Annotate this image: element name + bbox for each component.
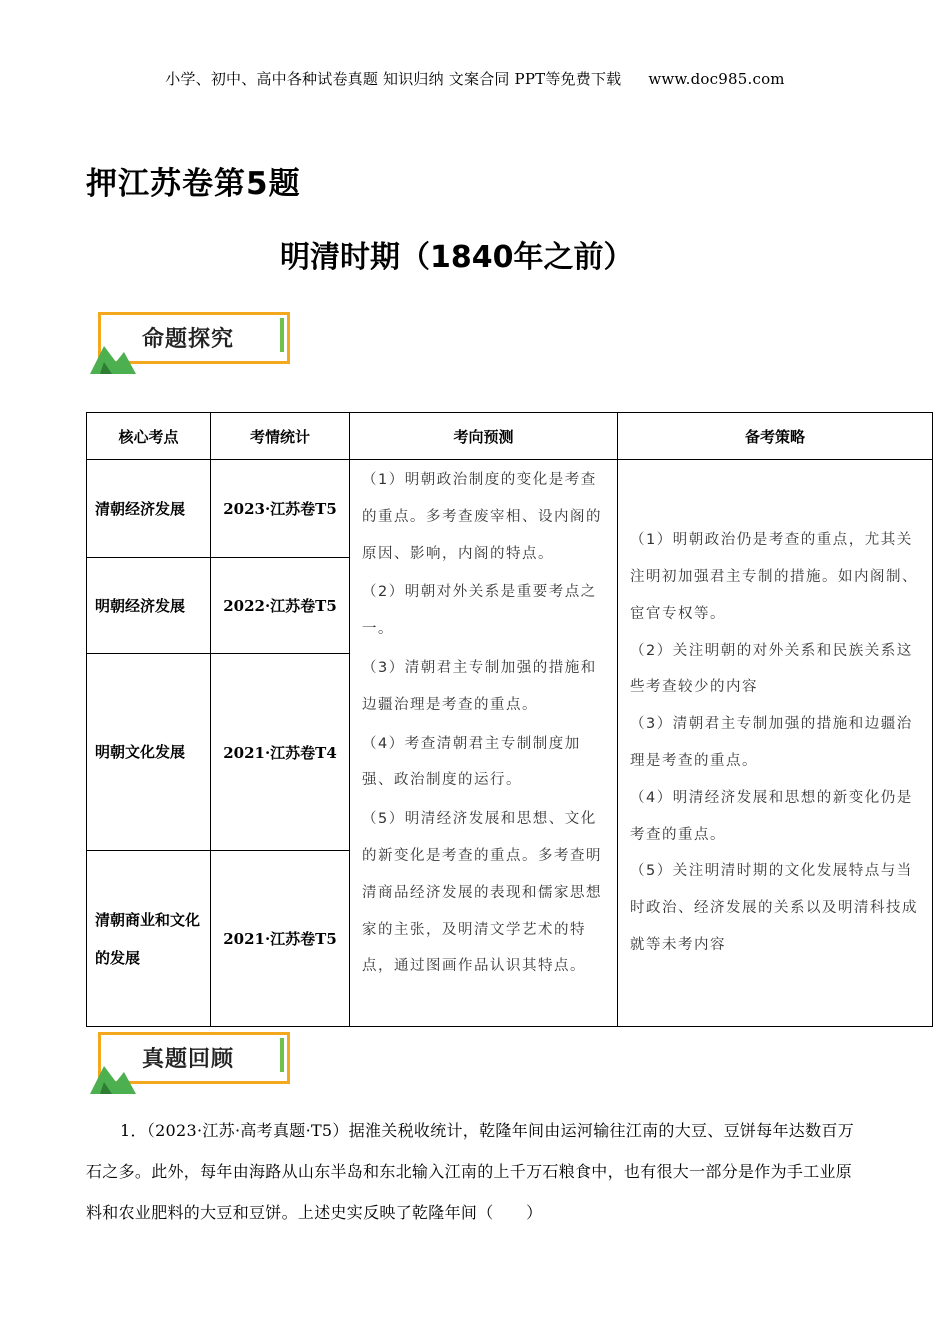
page-subtitle: 明清时期（1840年之前） — [280, 240, 634, 275]
prediction-item: （4）考查清朝君主专制制度加强、政治制度的运行。 — [362, 735, 581, 789]
question-text: 1．（2023·江苏·高考真题·T5）据淮关税收统计，乾隆年间由运河输往江南的大豆、豆饼每年达数百万石之多。此外，每年由海路从山东半岛和东北输入江南的上千万石粮食中，也有很大一部分是作为手工业原料和农业肥料的大豆和豆饼。上述史实反映了乾隆年间（ ） — [86, 1121, 855, 1222]
exam-stat-cell: 2021·江苏卷T4 — [211, 654, 350, 851]
col-header-strategy: 备考策略 — [618, 413, 933, 460]
mountain-icon — [90, 332, 138, 376]
strategy-item: （5）关注明清时期的文化发展特点与当时政治、经济发展的关系以及明清科技成就等未考内容 — [630, 863, 918, 953]
header-site-link[interactable]: www.doc985.com — [648, 70, 785, 88]
badge-accent-bar — [280, 1038, 284, 1072]
strategy-item: （1）明朝政治仍是考查的重点，尤其关注明初加强君主专制的措施。如内阁制、宦官专权等。 — [630, 532, 918, 622]
col-header-prediction: 考向预测 — [350, 413, 618, 460]
table-row — [87, 460, 933, 558]
mountain-icon — [90, 1052, 138, 1096]
core-point-cell: 清朝商业和文化的发展 — [87, 851, 211, 1027]
section-badge-explore — [90, 310, 300, 378]
col-header-exam-stats: 考情统计 — [211, 413, 350, 460]
prediction-item: （2）明朝对外关系是重要考点之一。 — [362, 584, 597, 638]
section-label-review: 真题回顾 — [142, 1047, 235, 1072]
exam-stat-cell: 2022·江苏卷T5 — [211, 558, 350, 654]
strategy-item: （2）关注明朝的对外关系和民族关系这些考查较少的内容 — [630, 642, 913, 696]
table-header-row — [87, 413, 933, 460]
prediction-item: （3）清朝君主专制加强的措施和边疆治理是考查的重点。 — [362, 659, 597, 713]
badge-accent-bar — [280, 318, 284, 352]
section-badge-review — [90, 1030, 300, 1098]
exam-stat-cell: 2021·江苏卷T5 — [211, 851, 350, 1027]
core-point-cell: 明朝文化发展 — [87, 654, 211, 851]
prediction-cell — [350, 460, 618, 1027]
strategy-item: （4）明清经济发展和思想的新变化仍是考查的重点。 — [630, 789, 913, 843]
page-title: 押江苏卷第5题 — [86, 166, 301, 202]
strategy-cell — [618, 460, 933, 1027]
prediction-item: （1）明朝政治制度的变化是考查的重点。多考查废宰相、设内阁的原因、影响，内阁的特点。 — [362, 472, 602, 562]
exam-stat-cell: 2023·江苏卷T5 — [211, 460, 350, 558]
core-point-cell: 清朝经济发展 — [87, 460, 211, 558]
analysis-table — [86, 412, 933, 1027]
section-label-explore: 命题探究 — [142, 327, 235, 352]
strategy-item: （3）清朝君主专制加强的措施和边疆治理是考查的重点。 — [630, 716, 913, 769]
col-header-core-point: 核心考点 — [87, 413, 211, 460]
prediction-item: （5）明清经济发展和思想、文化的新变化是考查的重点。多考查明清商品经济发展的表现和儒家思想家的主张，及明清文学艺术的特点，通过图画作品认识其特点。 — [362, 811, 602, 975]
core-point-cell: 明朝经济发展 — [87, 558, 211, 654]
header-tagline: 小学、初中、高中各种试卷真题 知识归纳 文案合同 PPT等免费下载 — [165, 70, 622, 88]
page-header — [0, 68, 950, 89]
